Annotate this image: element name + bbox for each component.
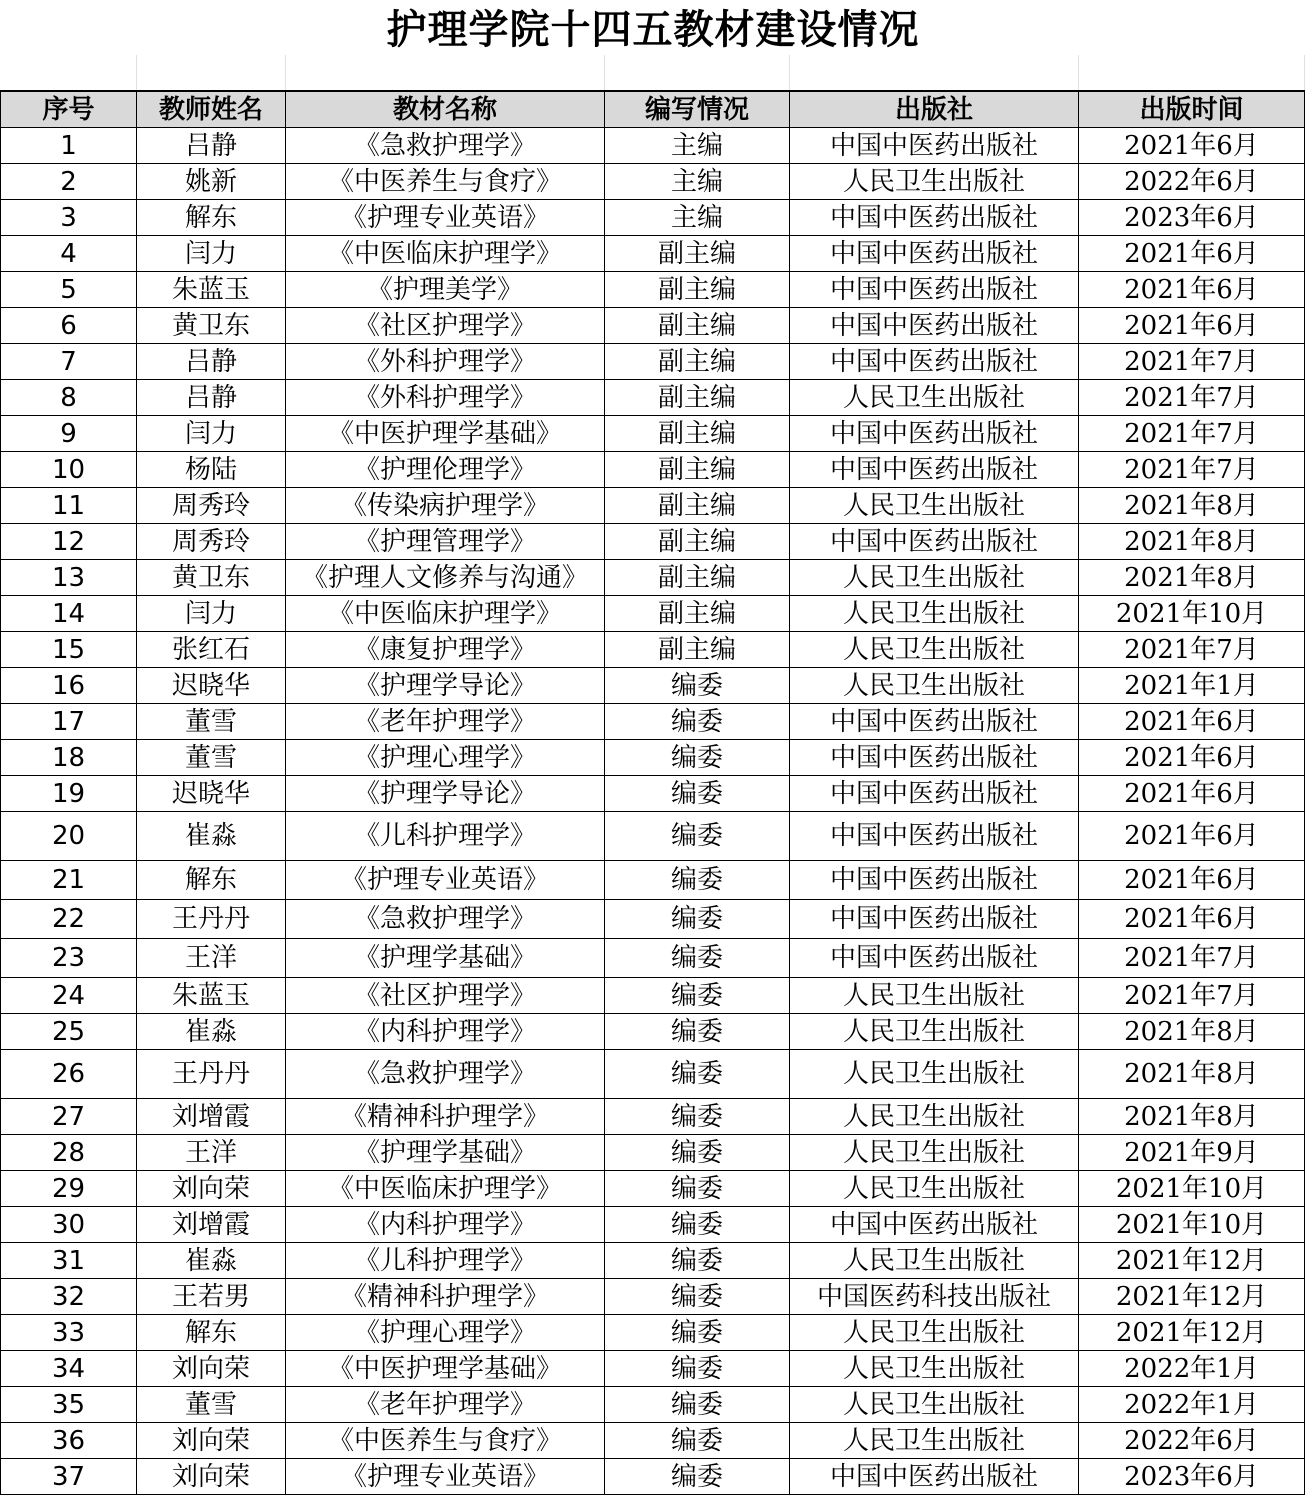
- cell-index[interactable]: 14: [1, 596, 137, 632]
- cell-textbook-title[interactable]: 《护理学导论》: [286, 668, 605, 704]
- cell-publish-date[interactable]: 2021年6月: [1079, 812, 1305, 861]
- table-row: [1, 308, 1305, 344]
- cell-textbook-title[interactable]: 《急救护理学》: [286, 900, 605, 939]
- cell-publish-date[interactable]: 2021年8月: [1079, 1014, 1305, 1050]
- cell-publisher[interactable]: 人民卫生出版社: [790, 668, 1079, 704]
- cell-index[interactable]: 29: [1, 1171, 137, 1207]
- table-row: [1, 740, 1305, 776]
- cell-publisher[interactable]: 中国中医药出版社: [790, 272, 1079, 308]
- cell-role[interactable]: 编委: [605, 978, 790, 1014]
- cell-publish-date[interactable]: 2021年6月: [1079, 740, 1305, 776]
- cell-publisher[interactable]: 中国医药科技出版社: [790, 1279, 1079, 1315]
- cell-role[interactable]: 主编: [605, 128, 790, 164]
- cell-teacher-name[interactable]: 崔淼: [137, 812, 286, 861]
- cell-textbook-title[interactable]: 《中医养生与食疗》: [286, 164, 605, 200]
- cell-textbook-title[interactable]: 《护理学基础》: [286, 939, 605, 978]
- table-row: [1, 272, 1305, 308]
- cell-publish-date[interactable]: 2021年7月: [1079, 978, 1305, 1014]
- cell-role[interactable]: 编委: [605, 1459, 790, 1495]
- cell-index[interactable]: 13: [1, 560, 137, 596]
- cell-publisher[interactable]: 中国中医药出版社: [790, 344, 1079, 380]
- gridline: [789, 55, 790, 90]
- cell-teacher-name[interactable]: 刘增霞: [137, 1207, 286, 1243]
- cell-textbook-title[interactable]: 《护理心理学》: [286, 1315, 605, 1351]
- cell-teacher-name[interactable]: 王若男: [137, 1279, 286, 1315]
- cell-role[interactable]: 副主编: [605, 416, 790, 452]
- header-index[interactable]: 序号: [1, 91, 137, 128]
- cell-publisher[interactable]: 人民卫生出版社: [790, 978, 1079, 1014]
- cell-publisher[interactable]: 人民卫生出版社: [790, 560, 1079, 596]
- cell-textbook-title[interactable]: 《儿科护理学》: [286, 812, 605, 861]
- cell-publish-date[interactable]: 2022年1月: [1079, 1351, 1305, 1387]
- cell-publish-date[interactable]: 2021年12月: [1079, 1243, 1305, 1279]
- cell-role[interactable]: 编委: [605, 1279, 790, 1315]
- cell-role[interactable]: 编委: [605, 1135, 790, 1171]
- cell-textbook-title[interactable]: 《传染病护理学》: [286, 488, 605, 524]
- cell-teacher-name[interactable]: 朱蓝玉: [137, 272, 286, 308]
- cell-publish-date[interactable]: 2021年8月: [1079, 560, 1305, 596]
- cell-teacher-name[interactable]: 刘向荣: [137, 1423, 286, 1459]
- cell-role[interactable]: 编委: [605, 812, 790, 861]
- cell-publish-date[interactable]: 2023年6月: [1079, 200, 1305, 236]
- gridline: [136, 55, 137, 90]
- cell-publish-date[interactable]: 2021年6月: [1079, 236, 1305, 272]
- cell-textbook-title[interactable]: 《外科护理学》: [286, 380, 605, 416]
- cell-index[interactable]: 37: [1, 1459, 137, 1495]
- cell-textbook-title[interactable]: 《急救护理学》: [286, 128, 605, 164]
- cell-index[interactable]: 16: [1, 668, 137, 704]
- cell-index[interactable]: 2: [1, 164, 137, 200]
- cell-index[interactable]: 9: [1, 416, 137, 452]
- cell-teacher-name[interactable]: 刘向荣: [137, 1459, 286, 1495]
- cell-textbook-title[interactable]: 《护理专业英语》: [286, 861, 605, 900]
- cell-publisher[interactable]: 中国中医药出版社: [790, 1459, 1079, 1495]
- cell-textbook-title[interactable]: 《中医临床护理学》: [286, 596, 605, 632]
- cell-teacher-name[interactable]: 周秀玲: [137, 488, 286, 524]
- table-row: [1, 978, 1305, 1014]
- cell-publish-date[interactable]: 2022年1月: [1079, 1387, 1305, 1423]
- cell-publisher[interactable]: 人民卫生出版社: [790, 1171, 1079, 1207]
- cell-role[interactable]: 副主编: [605, 488, 790, 524]
- table-row: [1, 1099, 1305, 1135]
- cell-teacher-name[interactable]: 周秀玲: [137, 524, 286, 560]
- cell-index[interactable]: 5: [1, 272, 137, 308]
- cell-index[interactable]: 12: [1, 524, 137, 560]
- cell-role[interactable]: 编委: [605, 1315, 790, 1351]
- gridline: [1304, 55, 1305, 90]
- cell-index[interactable]: 27: [1, 1099, 137, 1135]
- cell-publisher[interactable]: 人民卫生出版社: [790, 1351, 1079, 1387]
- cell-teacher-name[interactable]: 王丹丹: [137, 1050, 286, 1099]
- cell-index[interactable]: 7: [1, 344, 137, 380]
- cell-publisher[interactable]: 中国中医药出版社: [790, 900, 1079, 939]
- cell-textbook-title[interactable]: 《护理人文修养与沟通》: [286, 560, 605, 596]
- cell-publisher[interactable]: 人民卫生出版社: [790, 1014, 1079, 1050]
- table-row: [1, 200, 1305, 236]
- cell-role[interactable]: 副主编: [605, 452, 790, 488]
- cell-role[interactable]: 副主编: [605, 344, 790, 380]
- table-row: [1, 668, 1305, 704]
- cell-textbook-title[interactable]: 《护理美学》: [286, 272, 605, 308]
- cell-index[interactable]: 36: [1, 1423, 137, 1459]
- cell-publish-date[interactable]: 2023年6月: [1079, 1459, 1305, 1495]
- cell-index[interactable]: 35: [1, 1387, 137, 1423]
- table-row: [1, 488, 1305, 524]
- gridline: [1078, 55, 1079, 90]
- cell-textbook-title[interactable]: 《内科护理学》: [286, 1014, 605, 1050]
- table-row: [1, 1207, 1305, 1243]
- cell-publisher[interactable]: 人民卫生出版社: [790, 1099, 1079, 1135]
- cell-publish-date[interactable]: 2021年7月: [1079, 380, 1305, 416]
- cell-index[interactable]: 33: [1, 1315, 137, 1351]
- cell-teacher-name[interactable]: 崔淼: [137, 1243, 286, 1279]
- cell-publisher[interactable]: 人民卫生出版社: [790, 1050, 1079, 1099]
- cell-publisher[interactable]: 中国中医药出版社: [790, 812, 1079, 861]
- table-row: [1, 1459, 1305, 1495]
- cell-teacher-name[interactable]: 闫力: [137, 236, 286, 272]
- cell-textbook-title[interactable]: 《护理管理学》: [286, 524, 605, 560]
- cell-role[interactable]: 副主编: [605, 272, 790, 308]
- cell-index[interactable]: 6: [1, 308, 137, 344]
- cell-index[interactable]: 24: [1, 978, 137, 1014]
- cell-index[interactable]: 17: [1, 704, 137, 740]
- cell-index[interactable]: 23: [1, 939, 137, 978]
- table-row: [1, 1351, 1305, 1387]
- cell-publish-date[interactable]: 2021年8月: [1079, 524, 1305, 560]
- cell-role[interactable]: 编委: [605, 939, 790, 978]
- cell-publisher[interactable]: 中国中医药出版社: [790, 200, 1079, 236]
- cell-role[interactable]: 主编: [605, 164, 790, 200]
- cell-publisher[interactable]: 中国中医药出版社: [790, 308, 1079, 344]
- cell-textbook-title[interactable]: 《中医护理学基础》: [286, 1351, 605, 1387]
- cell-role[interactable]: 副主编: [605, 524, 790, 560]
- cell-publisher[interactable]: 中国中医药出版社: [790, 452, 1079, 488]
- cell-teacher-name[interactable]: 吕静: [137, 128, 286, 164]
- cell-publish-date[interactable]: 2021年12月: [1079, 1315, 1305, 1351]
- cell-textbook-title[interactable]: 《康复护理学》: [286, 632, 605, 668]
- cell-role[interactable]: 编委: [605, 1014, 790, 1050]
- cell-role[interactable]: 编委: [605, 740, 790, 776]
- gridline: [285, 55, 286, 90]
- table-row: [1, 236, 1305, 272]
- cell-publisher[interactable]: 人民卫生出版社: [790, 632, 1079, 668]
- cell-teacher-name[interactable]: 刘向荣: [137, 1351, 286, 1387]
- cell-textbook-title[interactable]: 《中医养生与食疗》: [286, 1423, 605, 1459]
- cell-index[interactable]: 20: [1, 812, 137, 861]
- cell-index[interactable]: 25: [1, 1014, 137, 1050]
- cell-role[interactable]: 副主编: [605, 632, 790, 668]
- cell-index[interactable]: 21: [1, 861, 137, 900]
- cell-publisher[interactable]: 人民卫生出版社: [790, 1135, 1079, 1171]
- cell-publish-date[interactable]: 2021年7月: [1079, 344, 1305, 380]
- cell-teacher-name[interactable]: 闫力: [137, 596, 286, 632]
- cell-role[interactable]: 副主编: [605, 308, 790, 344]
- cell-teacher-name[interactable]: 迟晓华: [137, 776, 286, 812]
- table-row: [1, 1423, 1305, 1459]
- cell-teacher-name[interactable]: 王洋: [137, 1135, 286, 1171]
- cell-index[interactable]: 22: [1, 900, 137, 939]
- cell-publish-date[interactable]: 2021年10月: [1079, 1171, 1305, 1207]
- table-row: [1, 560, 1305, 596]
- table-row: [1, 632, 1305, 668]
- cell-role[interactable]: 主编: [605, 200, 790, 236]
- cell-role[interactable]: 编委: [605, 1423, 790, 1459]
- table-row: [1, 128, 1305, 164]
- cell-textbook-title[interactable]: 《护理专业英语》: [286, 200, 605, 236]
- cell-index[interactable]: 28: [1, 1135, 137, 1171]
- cell-publish-date[interactable]: 2021年6月: [1079, 128, 1305, 164]
- cell-publisher[interactable]: 中国中医药出版社: [790, 236, 1079, 272]
- cell-publisher[interactable]: 中国中医药出版社: [790, 704, 1079, 740]
- cell-publish-date[interactable]: 2021年6月: [1079, 861, 1305, 900]
- table-row: [1, 861, 1305, 900]
- header-textbook-title[interactable]: 教材名称: [286, 91, 605, 128]
- empty-row[interactable]: [0, 55, 1306, 90]
- cell-textbook-title[interactable]: 《社区护理学》: [286, 308, 605, 344]
- table-row: [1, 704, 1305, 740]
- cell-role[interactable]: 编委: [605, 1050, 790, 1099]
- cell-publish-date[interactable]: 2021年8月: [1079, 1050, 1305, 1099]
- cell-role[interactable]: 副主编: [605, 560, 790, 596]
- cell-publish-date[interactable]: 2021年7月: [1079, 632, 1305, 668]
- cell-publisher[interactable]: 中国中医药出版社: [790, 1207, 1079, 1243]
- cell-index[interactable]: 31: [1, 1243, 137, 1279]
- table-row: [1, 939, 1305, 978]
- cell-textbook-title[interactable]: 《社区护理学》: [286, 978, 605, 1014]
- cell-textbook-title[interactable]: 《护理心理学》: [286, 740, 605, 776]
- cell-publish-date[interactable]: 2021年9月: [1079, 1135, 1305, 1171]
- table-row: [1, 1279, 1305, 1315]
- cell-teacher-name[interactable]: 闫力: [137, 416, 286, 452]
- table-row: [1, 1171, 1305, 1207]
- cell-teacher-name[interactable]: 解东: [137, 861, 286, 900]
- cell-index[interactable]: 18: [1, 740, 137, 776]
- table-row: [1, 524, 1305, 560]
- cell-textbook-title[interactable]: 《内科护理学》: [286, 1207, 605, 1243]
- cell-publish-date[interactable]: 2021年7月: [1079, 416, 1305, 452]
- table-row: [1, 1050, 1305, 1099]
- cell-textbook-title[interactable]: 《儿科护理学》: [286, 1243, 605, 1279]
- cell-teacher-name[interactable]: 迟晓华: [137, 668, 286, 704]
- table-row: [1, 1387, 1305, 1423]
- cell-role[interactable]: 副主编: [605, 380, 790, 416]
- cell-role[interactable]: 编委: [605, 776, 790, 812]
- cell-index[interactable]: 11: [1, 488, 137, 524]
- cell-publish-date[interactable]: 2021年6月: [1079, 900, 1305, 939]
- cell-publisher[interactable]: 人民卫生出版社: [790, 164, 1079, 200]
- cell-publish-date[interactable]: 2021年8月: [1079, 1099, 1305, 1135]
- cell-role[interactable]: 副主编: [605, 596, 790, 632]
- cell-teacher-name[interactable]: 解东: [137, 200, 286, 236]
- cell-publish-date[interactable]: 2021年10月: [1079, 1207, 1305, 1243]
- table-row: [1, 900, 1305, 939]
- cell-textbook-title[interactable]: 《中医护理学基础》: [286, 416, 605, 452]
- cell-textbook-title[interactable]: 《护理学基础》: [286, 1135, 605, 1171]
- table-row: [1, 596, 1305, 632]
- cell-teacher-name[interactable]: 吕静: [137, 380, 286, 416]
- cell-publisher[interactable]: 人民卫生出版社: [790, 1423, 1079, 1459]
- cell-index[interactable]: 32: [1, 1279, 137, 1315]
- cell-index[interactable]: 8: [1, 380, 137, 416]
- cell-role[interactable]: 编委: [605, 861, 790, 900]
- cell-teacher-name[interactable]: 黄卫东: [137, 308, 286, 344]
- cell-textbook-title[interactable]: 《外科护理学》: [286, 344, 605, 380]
- cell-teacher-name[interactable]: 王洋: [137, 939, 286, 978]
- cell-index[interactable]: 1: [1, 128, 137, 164]
- cell-teacher-name[interactable]: 董雪: [137, 704, 286, 740]
- cell-role[interactable]: 编委: [605, 668, 790, 704]
- cell-publish-date[interactable]: 2022年6月: [1079, 164, 1305, 200]
- cell-publisher[interactable]: 人民卫生出版社: [790, 596, 1079, 632]
- cell-role[interactable]: 副主编: [605, 236, 790, 272]
- cell-index[interactable]: 34: [1, 1351, 137, 1387]
- cell-publisher[interactable]: 中国中医药出版社: [790, 776, 1079, 812]
- cell-publish-date[interactable]: 2021年12月: [1079, 1279, 1305, 1315]
- cell-teacher-name[interactable]: 朱蓝玉: [137, 978, 286, 1014]
- cell-teacher-name[interactable]: 董雪: [137, 740, 286, 776]
- cell-publisher[interactable]: 人民卫生出版社: [790, 1387, 1079, 1423]
- cell-publish-date[interactable]: 2021年6月: [1079, 308, 1305, 344]
- header-teacher-name[interactable]: 教师姓名: [137, 91, 286, 128]
- cell-publisher[interactable]: 人民卫生出版社: [790, 1243, 1079, 1279]
- header-role[interactable]: 编写情况: [605, 91, 790, 128]
- table-body: [1, 128, 1305, 1495]
- cell-textbook-title[interactable]: 《急救护理学》: [286, 1050, 605, 1099]
- cell-publish-date[interactable]: 2021年6月: [1079, 272, 1305, 308]
- cell-publisher[interactable]: 人民卫生出版社: [790, 380, 1079, 416]
- cell-teacher-name[interactable]: 张红石: [137, 632, 286, 668]
- gridline: [604, 55, 605, 90]
- cell-role[interactable]: 编委: [605, 1099, 790, 1135]
- table-row: [1, 1243, 1305, 1279]
- cell-publisher[interactable]: 中国中医药出版社: [790, 128, 1079, 164]
- cell-teacher-name[interactable]: 解东: [137, 1315, 286, 1351]
- table-row: [1, 380, 1305, 416]
- table-row: [1, 812, 1305, 861]
- cell-publish-date[interactable]: 2022年6月: [1079, 1423, 1305, 1459]
- cell-textbook-title[interactable]: 《中医临床护理学》: [286, 1171, 605, 1207]
- textbook-table: [0, 90, 1305, 1495]
- table-row: [1, 416, 1305, 452]
- table-row: [1, 776, 1305, 812]
- cell-publish-date[interactable]: 2021年8月: [1079, 488, 1305, 524]
- cell-textbook-title[interactable]: 《老年护理学》: [286, 1387, 605, 1423]
- cell-publish-date[interactable]: 2021年6月: [1079, 776, 1305, 812]
- cell-role[interactable]: 编委: [605, 1243, 790, 1279]
- cell-role[interactable]: 编委: [605, 1387, 790, 1423]
- cell-teacher-name[interactable]: 吕静: [137, 344, 286, 380]
- cell-textbook-title[interactable]: 《护理专业英语》: [286, 1459, 605, 1495]
- cell-teacher-name[interactable]: 刘向荣: [137, 1171, 286, 1207]
- sheet-title[interactable]: 护理学院十四五教材建设情况: [386, 7, 920, 53]
- table-row: [1, 1315, 1305, 1351]
- cell-role[interactable]: 编委: [605, 704, 790, 740]
- cell-textbook-title[interactable]: 《中医临床护理学》: [286, 236, 605, 272]
- cell-teacher-name[interactable]: 姚新: [137, 164, 286, 200]
- cell-textbook-title[interactable]: 《精神科护理学》: [286, 1099, 605, 1135]
- cell-teacher-name[interactable]: 崔淼: [137, 1014, 286, 1050]
- cell-teacher-name[interactable]: 黄卫东: [137, 560, 286, 596]
- cell-textbook-title[interactable]: 《精神科护理学》: [286, 1279, 605, 1315]
- cell-index[interactable]: 3: [1, 200, 137, 236]
- cell-role[interactable]: 编委: [605, 1171, 790, 1207]
- cell-publish-date[interactable]: 2021年6月: [1079, 704, 1305, 740]
- cell-publisher[interactable]: 中国中医药出版社: [790, 416, 1079, 452]
- cell-publish-date[interactable]: 2021年7月: [1079, 939, 1305, 978]
- table-row: [1, 344, 1305, 380]
- table-row: [1, 164, 1305, 200]
- cell-index[interactable]: 26: [1, 1050, 137, 1099]
- cell-textbook-title[interactable]: 《护理伦理学》: [286, 452, 605, 488]
- header-row: [1, 91, 1305, 128]
- cell-role[interactable]: 编委: [605, 1207, 790, 1243]
- header-publisher[interactable]: 出版社: [790, 91, 1079, 128]
- cell-publisher[interactable]: 中国中医药出版社: [790, 939, 1079, 978]
- cell-publish-date[interactable]: 2021年7月: [1079, 452, 1305, 488]
- cell-publisher[interactable]: 中国中医药出版社: [790, 740, 1079, 776]
- cell-index[interactable]: 4: [1, 236, 137, 272]
- cell-textbook-title[interactable]: 《护理学导论》: [286, 776, 605, 812]
- cell-publisher[interactable]: 中国中医药出版社: [790, 524, 1079, 560]
- cell-index[interactable]: 10: [1, 452, 137, 488]
- cell-publisher[interactable]: 中国中医药出版社: [790, 861, 1079, 900]
- cell-teacher-name[interactable]: 王丹丹: [137, 900, 286, 939]
- cell-publish-date[interactable]: 2021年1月: [1079, 668, 1305, 704]
- cell-index[interactable]: 30: [1, 1207, 137, 1243]
- cell-teacher-name[interactable]: 杨陆: [137, 452, 286, 488]
- header-publish-date[interactable]: 出版时间: [1079, 91, 1305, 128]
- cell-textbook-title[interactable]: 《老年护理学》: [286, 704, 605, 740]
- cell-publisher[interactable]: 人民卫生出版社: [790, 1315, 1079, 1351]
- cell-role[interactable]: 编委: [605, 900, 790, 939]
- cell-teacher-name[interactable]: 董雪: [137, 1387, 286, 1423]
- cell-role[interactable]: 编委: [605, 1351, 790, 1387]
- cell-index[interactable]: 15: [1, 632, 137, 668]
- table-row: [1, 452, 1305, 488]
- cell-teacher-name[interactable]: 刘增霞: [137, 1099, 286, 1135]
- table-row: [1, 1014, 1305, 1050]
- cell-publisher[interactable]: 人民卫生出版社: [790, 488, 1079, 524]
- cell-index[interactable]: 19: [1, 776, 137, 812]
- cell-publish-date[interactable]: 2021年10月: [1079, 596, 1305, 632]
- table-row: [1, 1135, 1305, 1171]
